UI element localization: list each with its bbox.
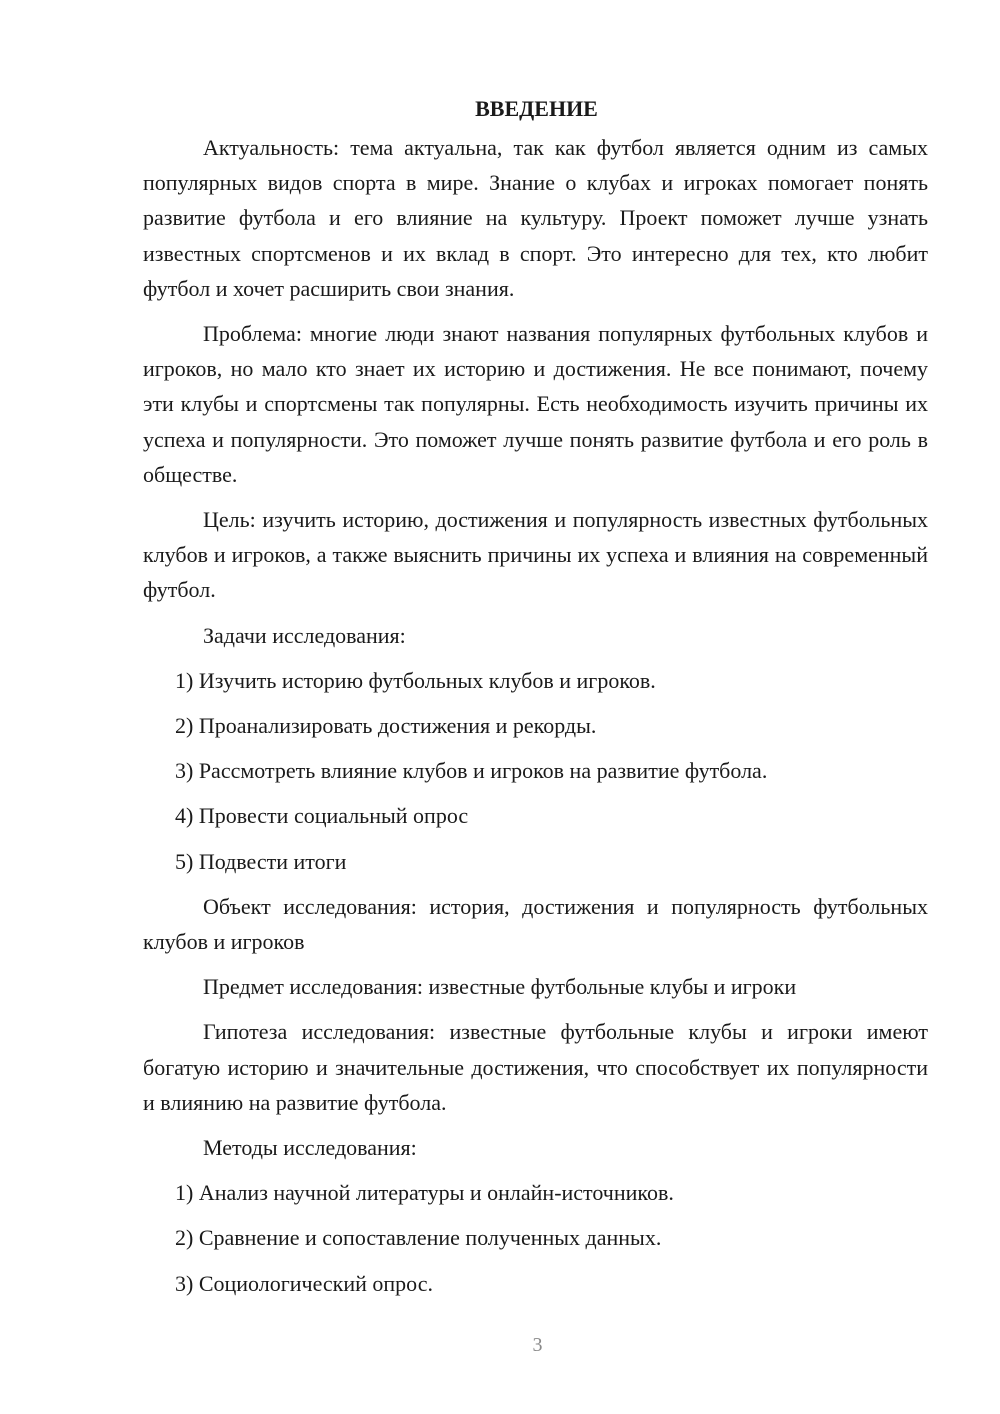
task-item-1: 1) Изучить историю футбольных клубов и игроков. bbox=[175, 667, 656, 693]
document-page bbox=[143, 94, 928, 1311]
method-item-1: 1) Анализ научной литературы и онлайн-источников. bbox=[175, 1180, 674, 1206]
task-item-2: 2) Проанализировать достижения и рекорды. bbox=[175, 713, 597, 739]
method-item-3: 3) Социологический опрос. bbox=[175, 1270, 433, 1296]
goal-paragraph: Цель: изучить историю, достижения и популярность известных футбольных клубов и игроков, а также выяснить причины их успеха и влияния на современный футбол. bbox=[143, 507, 928, 603]
problem-paragraph: Проблема: многие люди знают названия популярных футбольных клубов и игроков, но мало кто знает их историю и достижения. Не все понимают, почему эти клубы и спортсмены так популярны. Есть необходимость изучить причины их успеха и популярности. Это поможет лучше понять развитие футбола и его роль в обществе. bbox=[143, 321, 928, 487]
tasks-title: Задачи исследования: bbox=[203, 622, 406, 648]
relevance-paragraph: Актуальность: тема актуальна, так как футбол является одним из самых популярных видов спорта в мире. Знание о клубах и игроках помогает понять развитие футбола и его влияние на культуру. Проект поможет лучше узнать известных спортсменов и их вклад в спорт. Это интересно для тех, кто любит футбол и хочет расширить свои знания. bbox=[143, 135, 928, 301]
section-heading: ВВЕДЕНИЕ bbox=[475, 96, 598, 121]
task-item-3: 3) Рассмотреть влияние клубов и игроков на развитие футбола. bbox=[175, 758, 768, 784]
subject-paragraph: Предмет исследования: известные футбольные клубы и игроки bbox=[203, 974, 797, 1000]
object-paragraph: Объект исследования: история, достижения и популярность футбольных клубов и игроков bbox=[143, 893, 928, 955]
task-item-5: 5) Подвести итоги bbox=[175, 848, 347, 874]
methods-title: Методы исследования: bbox=[203, 1135, 417, 1161]
page-number: 3 bbox=[532, 1334, 543, 1356]
task-item-4: 4) Провести социальный опрос bbox=[175, 803, 469, 829]
hypothesis-paragraph: Гипотеза исследования: известные футбольные клубы и игроки имеют богатую историю и значительные достижения, что способствует их популярности и влиянию на развитие футбола. bbox=[143, 1019, 928, 1115]
method-item-2: 2) Сравнение и сопоставление полученных данных. bbox=[175, 1225, 662, 1251]
